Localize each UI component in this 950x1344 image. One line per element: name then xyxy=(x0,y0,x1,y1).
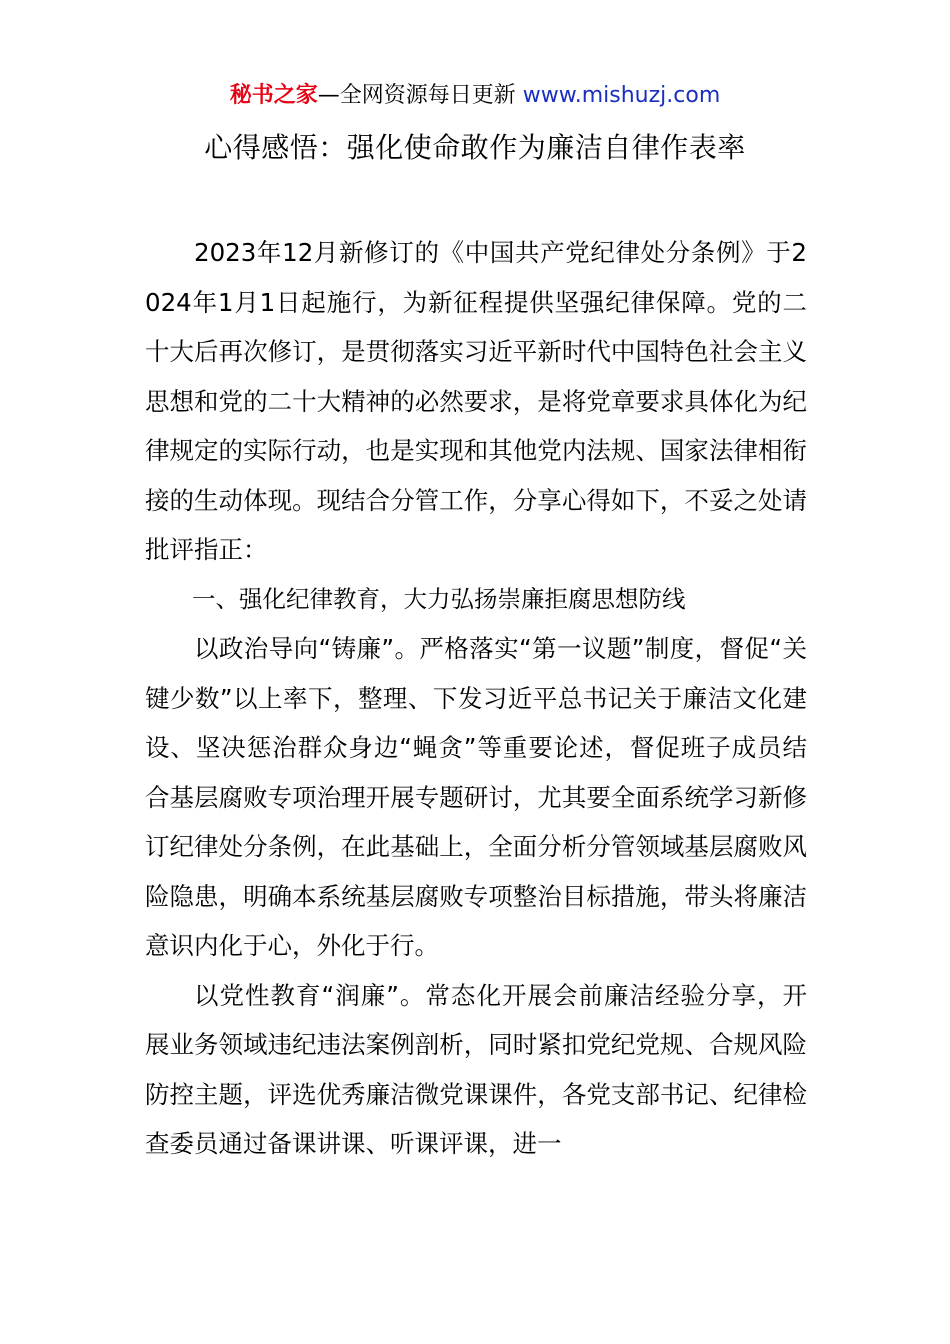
site-name: 秘书之家 xyxy=(229,83,318,108)
site-url-link[interactable]: www.mishuzj.com xyxy=(522,83,721,108)
section-heading-1: 一、强化纪律教育，大力弘扬崇廉拒腐思想防线 xyxy=(192,584,686,613)
document-title: 心得感悟：强化使命敢作为廉洁自律作表率 xyxy=(204,131,746,164)
intro-paragraph: 2023年12月新修订的《中国共产党纪律处分条例》于2024年1月1日起施行，为新征程提供坚强纪律保障。党的二十大后再次修订，是贯彻落实习近平新时代中国特色社会主义思想和党的二十大精神的必然要求，是将党章要求具体化为纪律规定的实际行动，也是实现和其他党内法规、国家法律相衔接的生动体现。现结合分管工作，分享心得如下，不妥之处请批评指正： xyxy=(145,238,807,564)
document-body xyxy=(145,228,807,1169)
site-banner xyxy=(0,80,950,112)
body-paragraph-party-education: 以党性教育“润廉”。常态化开展会前廉洁经验分享，开展业务领域违纪违法案例剖析，同时紧扣党纪党规、合规风险防控主题，评选优秀廉洁微党课课件，各党支部书记、纪律检查委员通过备课讲课、听课评课，进一 xyxy=(145,980,807,1158)
body-paragraph-political: 以政治导向“铸廉”。严格落实“第一议题”制度，督促“关键少数”以上率下，整理、下发习近平总书记关于廉洁文化建设、坚决惩治群众身边“蝇贪”等重要论述，督促班子成员结合基层腐败专项治理开展专题研讨，尤其要全面系统学习新修订纪律处分条例，在此基础上，全面分析分管领域基层腐败风险隐患，明确本系统基层腐败专项整治目标措施，带头将廉洁意识内化于心，外化于行。 xyxy=(145,634,807,960)
site-tagline: —全网资源每日更新 xyxy=(317,83,523,108)
